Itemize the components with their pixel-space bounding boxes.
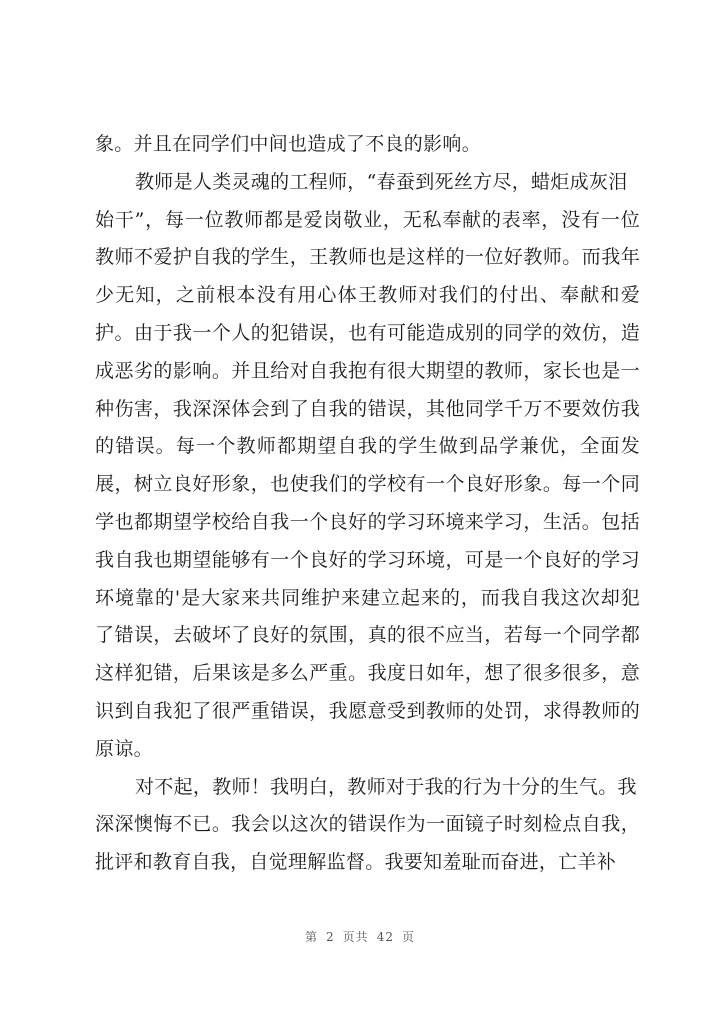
text-line: 批评和教育自我，自觉理解监督。我要知羞耻而奋进，亡羊补 bbox=[95, 851, 617, 874]
text-line: 少无知，之前根本没有用心体王教师对我们的付出、奉献和爱 bbox=[95, 284, 640, 307]
text-line: 护。由于我一个人的犯错误，也有可能造成别的同学的效仿，造 bbox=[95, 321, 640, 344]
text-line: 学也都期望学校给自我一个良好的学习环境来学习，生活。包括 bbox=[95, 510, 640, 533]
page-footer bbox=[0, 928, 720, 945]
text-line: 展，树立良好形象，也使我们的学校有一个良好形象。每一个同 bbox=[95, 473, 640, 496]
paragraph-start-line: 教师是人类灵魂的工程师，“春蚕到死丝方尽，蜡炬成灰泪 bbox=[135, 170, 628, 193]
text-line: 了错误，去破坏了良好的氛围，真的很不应当，若每一个同学都 bbox=[95, 624, 640, 647]
text-line: 识到自我犯了很严重错误，我愿意受到教师的处罚，求得教师的 bbox=[95, 699, 640, 722]
footer-suffix: 页 bbox=[401, 930, 415, 944]
text-line: 这样犯错，后果该是多么严重。我度日如年，想了很多很多，意 bbox=[95, 662, 640, 685]
text-line: 象。并且在同学们中间也造成了不良的影响。 bbox=[95, 133, 482, 155]
text-line: 我自我也期望能够有一个良好的学习环境，可是一个良好的学习 bbox=[95, 548, 640, 571]
footer-prefix: 第 bbox=[305, 930, 319, 944]
text-line: 的错误。每一个教师都期望自我的学生做到品学兼优，全面发 bbox=[95, 435, 640, 458]
text-line: 成恶劣的影响。并且给对自我抱有很大期望的教师，家长也是一 bbox=[95, 359, 640, 382]
text-line: 始干”，每一位教师都是爱岗敬业，无私奉献的表率，没有一位 bbox=[95, 208, 640, 231]
body-text bbox=[95, 126, 640, 882]
text-line: 原谅。 bbox=[95, 737, 153, 760]
footer-total-pages: 42 bbox=[376, 930, 394, 944]
text-line: 深深懊悔不已。我会以这次的错误作为一面镜子时刻检点自我， bbox=[95, 813, 640, 836]
text-line: 种伤害，我深深体会到了自我的错误，其他同学千万不要效仿我 bbox=[95, 397, 640, 420]
text-line: 教师不爱护自我的学生，王教师也是这样的一位好教师。而我年 bbox=[95, 246, 640, 269]
footer-page-number: 2 bbox=[326, 930, 335, 944]
paragraph-start-line: 对不起，教师！我明白，教师对于我的行为十分的生气。我 bbox=[135, 775, 637, 798]
footer-middle: 页共 bbox=[342, 930, 369, 944]
text-line: 环境靠的'是大家来共同维护来建立起来的，而我自我这次却犯 bbox=[95, 586, 640, 609]
